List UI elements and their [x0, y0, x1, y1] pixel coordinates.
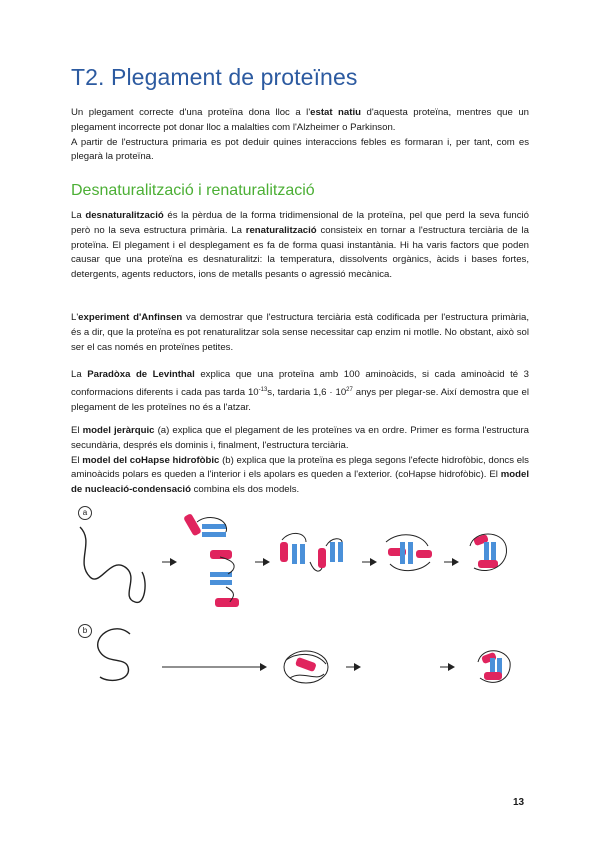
- unfolded-chain-a: [80, 527, 145, 602]
- figure-label-b: b: [78, 624, 92, 638]
- domain-stage: [280, 533, 343, 571]
- section-title: Desnaturalització i renaturalització: [71, 182, 315, 199]
- models-paragraph: El model jeràrquic (a) explica que el plegament de les proteïnes va en ordre. Primer es forma l'estructura secundària, després els dominis i, finalment, l'estructura terciària. El model del coHapse hidrofòbic (b) explica que la proteïna es plega segons l'efecte hidrofòbic, doncs els aminoàcids polars es queden a l'interior i els apolars es queden a l'exterior. (coHapse hidrofòbic). El model de nucleació-condensació combina els dos models.: [71, 425, 529, 496]
- unfolded-chain-b: [98, 629, 130, 681]
- levinthal-paragraph: La Paradòxa de Levinthal explica que una proteïna amb 100 aminoàcids, si cada aminoàcid té 3 conformacions diferents i cada pas tarda $10^{-13}s$, tardaria $1,6 \cdot 10^{27}$ anys per plegar-se. Així demostra que el plegament de les proteïnes no és a l'atzar.: [71, 369, 530, 413]
- page-title: T2. Plegament de proteïnes: [71, 64, 358, 90]
- folding-models-figure: [70, 502, 530, 702]
- page-number: 13: [513, 797, 525, 808]
- figure-label-a: a: [78, 506, 92, 520]
- intro-paragraph: Un plegament correcte d'una proteïna dona lloc a l'estat natiu d'aquesta proteïna, mentres que un plegament incorrecte pot donar lloc a malalties com l'Alzheimer o Parkinson. A partir de l'estructura primaria es pot deduir quines interaccions febles es formaran i, per tant, com es plegarà la proteïna.: [71, 107, 530, 163]
- folding-diagram: [70, 502, 530, 702]
- assembly-stage: [386, 535, 432, 571]
- secondary-structure-stage: [183, 513, 239, 607]
- native-state-b: [478, 651, 510, 683]
- denaturation-paragraph: La desnaturalització és la pèrdua de la forma tridimensional de la proteïna, pel que perd la seva funció però no la seva estructura primària. La renaturalització consisteix en tornar a l'estructura terciària de la proteïna. El plegament i el desplegament es fa de forma quasi instantània. Hi ha varis factors que poden causar que una proteïna es desnaturalitzi: la temperatura, dissolvents orgànics, àcids i bases fortes, detergents, agents reductors, ions de metalls pesants o agressió mecànica.: [71, 210, 529, 281]
- anfinsen-paragraph: L'experiment d'Anfinsen va demostrar que l'estructura terciària està codificada per l'estructura primària, és a dir, que la proteïna es pot renaturalitzar sola sense necessitar cap enzim ni motlle. No obstant, això sol ser el cas només en proteïnes petites.: [71, 312, 529, 353]
- native-state-a: [470, 534, 507, 571]
- hydrophobic-collapse-stage: [284, 651, 328, 683]
